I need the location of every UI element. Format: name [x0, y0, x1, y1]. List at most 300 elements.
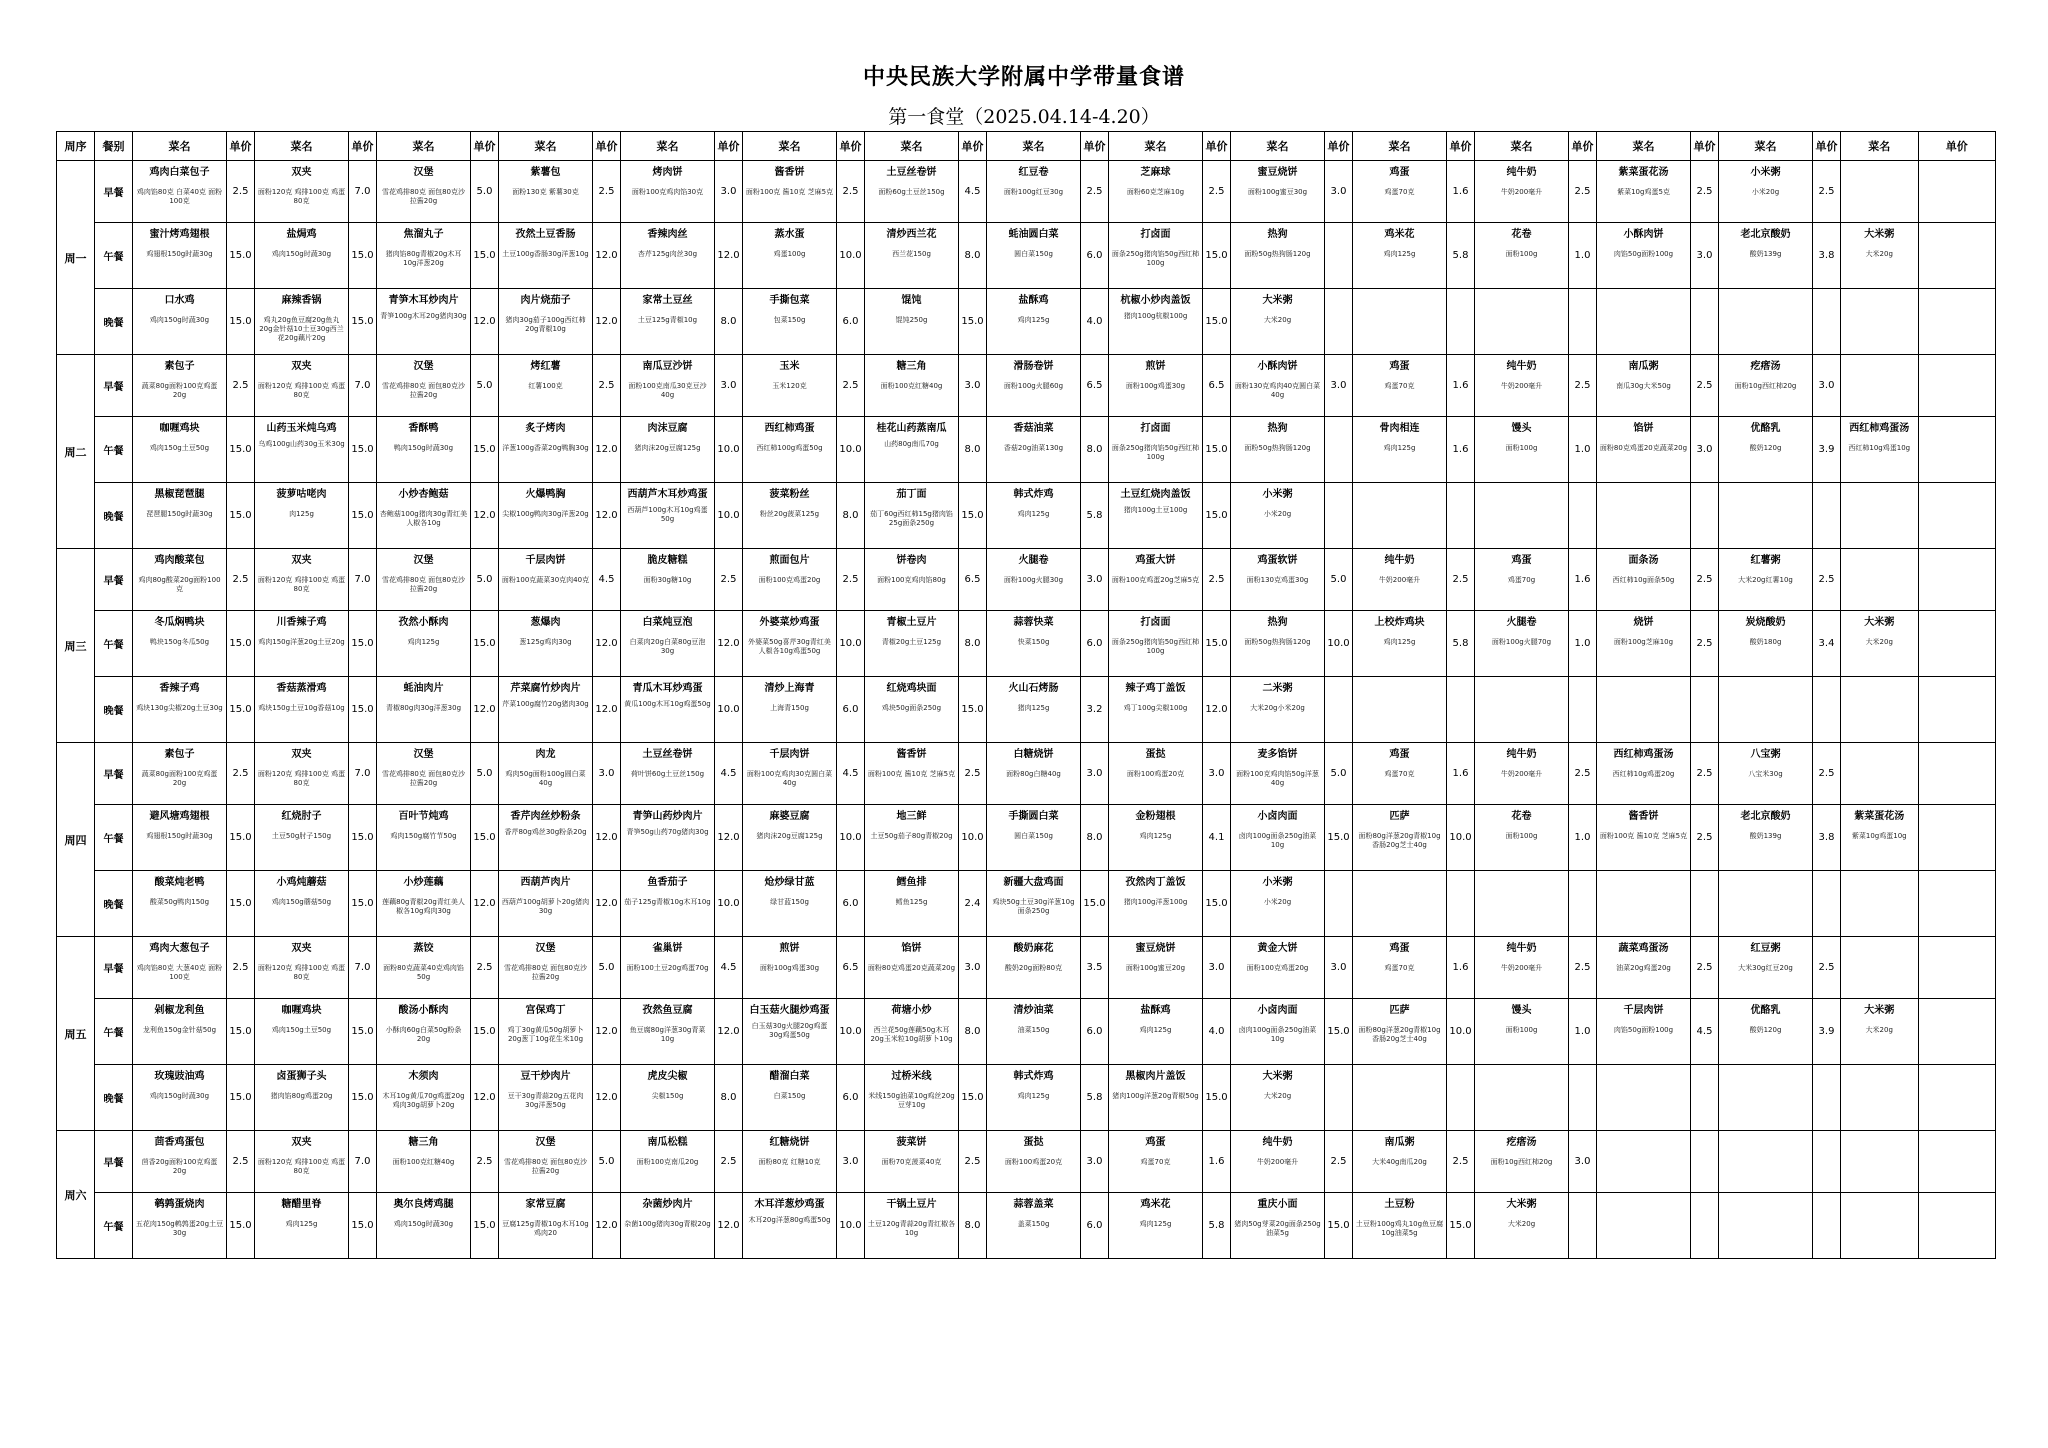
price-cell: 15.0	[1203, 417, 1231, 483]
dish-cell	[1109, 1065, 1203, 1131]
dish-name: 鸡肉大葱包子	[149, 943, 210, 954]
dish-name: 汉堡	[535, 943, 556, 954]
price-cell	[1569, 1193, 1597, 1259]
dish-cell	[621, 871, 715, 937]
dish-name: 八宝粥	[1750, 749, 1781, 760]
price-cell: 4.5	[1691, 999, 1719, 1065]
dish-cell	[499, 417, 593, 483]
dish-name: 卤蛋狮子头	[276, 1071, 327, 1082]
dish-ingredients: 鳕鱼125g	[895, 898, 928, 906]
dish-ingredients: 鸡肉125g	[1017, 1092, 1050, 1100]
dish-ingredients: 鸡肉80g酸菜20g面粉100克	[138, 576, 221, 593]
page-title: 中央民族大学附属中学带量食谱	[862, 65, 1185, 90]
dish-cell	[1475, 223, 1569, 289]
price-cell: 15.0	[227, 677, 255, 743]
dish-cell	[255, 223, 349, 289]
price-cell	[1918, 417, 1996, 483]
dish-cell	[1841, 871, 1919, 937]
dish-ingredients: 鸡丁100g尖椒100g	[1123, 704, 1188, 712]
dish-name: 肉龙	[535, 749, 556, 760]
table-row	[57, 677, 1996, 743]
dish-name: 玫瑰豉油鸡	[154, 1071, 205, 1082]
dish-cell	[255, 549, 349, 611]
dish-ingredients: 大米30g红豆20g	[1738, 964, 1793, 972]
dish-ingredients: 鱼豆腐80g洋葱30g青菜10g	[629, 1026, 706, 1043]
price-cell: 5.0	[471, 549, 499, 611]
dish-ingredients: 小米20g	[1263, 898, 1292, 906]
dish-cell	[1719, 999, 1813, 1065]
dish-cell	[255, 677, 349, 743]
dish-name: 山药玉米炖乌鸡	[266, 423, 337, 434]
dish-name: 蜜汁烤鸡翅根	[149, 229, 210, 240]
dish-name: 煎面包片	[769, 555, 810, 566]
header-dish-name: 菜名	[499, 132, 593, 161]
dish-ingredients: 紫菜10g鸡蛋10g	[1851, 832, 1907, 840]
price-cell	[1691, 1065, 1719, 1131]
dish-cell	[1109, 417, 1203, 483]
price-cell: 4.1	[1203, 805, 1231, 871]
dish-name: 紫薯包	[530, 167, 561, 178]
meal-cell: 午餐	[95, 223, 133, 289]
dish-cell	[1475, 677, 1569, 743]
price-cell: 2.5	[715, 549, 743, 611]
dish-name: 骨肉相连	[1379, 423, 1420, 434]
dish-cell	[987, 611, 1081, 677]
price-cell: 2.5	[837, 355, 865, 417]
dish-name: 鸡肉白菜包子	[149, 167, 210, 178]
price-cell: 2.5	[1569, 161, 1597, 223]
dish-name: 匹萨	[1389, 811, 1410, 822]
dish-cell	[1719, 289, 1813, 355]
dish-ingredients: 鸡块50g土豆30g洋葱10g面条250g	[992, 898, 1075, 915]
dish-ingredients: 土豆50g肘子150g	[271, 832, 332, 840]
price-cell: 12.0	[593, 1193, 621, 1259]
dish-name: 盐酥鸡	[1140, 1005, 1171, 1016]
dish-name: 火腿卷	[1018, 555, 1049, 566]
header-dish-name: 菜名	[377, 132, 471, 161]
price-cell: 15.0	[1203, 871, 1231, 937]
price-cell: 4.5	[715, 743, 743, 805]
price-cell: 15.0	[1203, 611, 1231, 677]
dish-ingredients: 面粉60克芝麻10g	[1126, 188, 1185, 196]
dish-name: 香芹肉丝炒粉条	[510, 811, 581, 822]
dish-cell	[1597, 743, 1691, 805]
dish-name: 烧饼	[1633, 617, 1654, 628]
dish-name: 鸡肉酸菜包	[154, 555, 205, 566]
price-cell: 2.5	[1813, 937, 1841, 999]
dish-cell	[1597, 611, 1691, 677]
dish-name: 辣子鸡丁盖饭	[1125, 683, 1186, 694]
dish-cell	[1841, 483, 1919, 549]
dish-name: 炝炒绿甘蓝	[764, 877, 815, 888]
dish-cell	[1109, 677, 1203, 743]
header-price: 单价	[1447, 132, 1475, 161]
price-cell: 15.0	[227, 223, 255, 289]
dish-cell	[621, 223, 715, 289]
dish-ingredients: 面粉10g西红柿20g	[1490, 1158, 1553, 1166]
price-cell: 1.6	[1447, 417, 1475, 483]
price-cell: 1.6	[1569, 549, 1597, 611]
price-cell: 3.5	[1081, 937, 1109, 999]
dish-ingredients: 鸭块150g冬瓜50g	[149, 638, 210, 646]
dish-ingredients: 面粉80g洋葱20g青椒10g香肠20g芝士40g	[1358, 1026, 1441, 1043]
header-price: 单价	[1691, 132, 1719, 161]
dish-cell	[865, 417, 959, 483]
price-cell: 2.5	[1691, 937, 1719, 999]
dish-cell	[743, 289, 837, 355]
price-cell	[1447, 871, 1475, 937]
dish-name: 花卷	[1511, 811, 1532, 822]
dish-ingredients: 雪花鸡排80克 面包80克沙拉酱20g	[503, 1158, 588, 1175]
price-cell	[1325, 223, 1353, 289]
dish-cell	[377, 355, 471, 417]
dish-ingredients: 面粉30g糖10g	[643, 576, 692, 584]
dish-cell	[621, 677, 715, 743]
dish-name: 土豆丝卷饼	[886, 167, 937, 178]
price-cell: 6.5	[837, 937, 865, 999]
dish-ingredients: 面粉100g	[1505, 250, 1538, 258]
dish-ingredients: 卤肉100g面条250g油菜10g	[1238, 1026, 1317, 1043]
dish-name: 川香辣子鸡	[276, 617, 327, 628]
price-cell: 2.5	[227, 743, 255, 805]
dish-cell	[1109, 871, 1203, 937]
dish-name: 清炒西兰花	[886, 229, 937, 240]
price-cell: 2.5	[1691, 743, 1719, 805]
dish-name: 打卤面	[1140, 423, 1171, 434]
price-cell: 2.5	[1691, 611, 1719, 677]
price-cell: 10.0	[1447, 805, 1475, 871]
dish-cell	[743, 871, 837, 937]
dish-name: 荷塘小炒	[891, 1005, 932, 1016]
price-cell	[1569, 871, 1597, 937]
price-cell: 6.0	[837, 289, 865, 355]
dish-cell	[621, 1131, 715, 1193]
dish-ingredients: 面粉100g芝麻10g	[1613, 638, 1674, 646]
price-cell	[1813, 677, 1841, 743]
price-cell: 1.0	[1569, 611, 1597, 677]
dish-cell	[1597, 289, 1691, 355]
price-cell: 10.0	[837, 805, 865, 871]
dish-ingredients: 面粉80g洋葱20g青椒10g香肠20g芝士40g	[1358, 832, 1441, 849]
price-cell: 3.8	[1813, 223, 1841, 289]
dish-name: 上校炸鸡块	[1374, 617, 1425, 628]
dish-ingredients: 面粉100克鸡肉30克圆白菜40g	[746, 770, 833, 787]
price-cell: 2.5	[959, 743, 987, 805]
price-cell: 10.0	[837, 999, 865, 1065]
price-cell: 6.0	[1081, 223, 1109, 289]
dish-name: 雀巢饼	[652, 943, 683, 954]
dish-name: 馄饨	[901, 295, 922, 306]
dish-name: 酸奶麻花	[1013, 943, 1054, 954]
price-cell: 15.0	[227, 417, 255, 483]
meal-cell: 午餐	[95, 417, 133, 483]
dish-cell	[133, 1131, 227, 1193]
dish-cell	[1597, 937, 1691, 999]
dish-ingredients: 大米20g	[1865, 250, 1893, 258]
day-cell: 周一	[57, 161, 95, 355]
dish-cell	[499, 871, 593, 937]
dish-ingredients: 青笋50g山药70g猪肉30g	[626, 828, 709, 836]
price-cell: 3.0	[715, 161, 743, 223]
price-cell: 8.0	[959, 223, 987, 289]
dish-ingredients: 米线150g油菜10g鸡丝20g豆芽10g	[868, 1092, 955, 1109]
price-cell: 8.0	[715, 1065, 743, 1131]
dish-cell	[1353, 161, 1447, 223]
price-cell: 4.0	[1203, 999, 1231, 1065]
dish-ingredients: 红薯100克	[528, 382, 563, 390]
dish-name: 地三鲜	[896, 811, 927, 822]
dish-cell	[377, 417, 471, 483]
price-cell	[1325, 483, 1353, 549]
price-cell	[1691, 871, 1719, 937]
meal-cell: 早餐	[95, 1131, 133, 1193]
dish-ingredients: 面粉100g	[1505, 832, 1538, 840]
dish-name: 素包子	[164, 749, 195, 760]
price-cell: 2.5	[1569, 937, 1597, 999]
dish-name: 纯牛奶	[1506, 167, 1537, 178]
dish-name: 老北京酸奶	[1740, 811, 1791, 822]
dish-name: 桂花山药蒸南瓜	[876, 423, 947, 434]
price-cell: 2.5	[227, 355, 255, 417]
table-row	[57, 1193, 1996, 1259]
price-cell	[1813, 289, 1841, 355]
price-cell: 10.0	[715, 871, 743, 937]
dish-cell	[1231, 1193, 1325, 1259]
dish-ingredients: 大米20g	[1865, 638, 1893, 646]
dish-name: 韩式炸鸡	[1013, 1071, 1054, 1082]
dish-ingredients: 鸡肉150g腐竹节50g	[390, 832, 457, 840]
dish-cell	[133, 677, 227, 743]
dish-name: 蒸饺	[413, 943, 434, 954]
dish-cell	[133, 549, 227, 611]
dish-name: 剁椒龙利鱼	[154, 1005, 205, 1016]
dish-name: 馅饼	[1633, 423, 1654, 434]
dish-cell	[1597, 999, 1691, 1065]
dish-cell	[133, 1193, 227, 1259]
dish-name: 杂菌炒肉片	[642, 1199, 693, 1210]
dish-cell	[1841, 549, 1919, 611]
dish-cell	[499, 937, 593, 999]
dish-name: 重庆小面	[1257, 1199, 1298, 1210]
price-cell: 8.0	[959, 417, 987, 483]
dish-ingredients: 面粉120克 鸡排100克 鸡蛋80克	[257, 576, 346, 593]
dish-cell	[133, 161, 227, 223]
dish-name: 蛋挞	[1145, 749, 1166, 760]
dish-name: 鸡蛋	[1389, 361, 1410, 372]
price-cell: 15.0	[471, 223, 499, 289]
dish-ingredients: 牛奶200毫升	[1500, 382, 1543, 390]
dish-name: 双夹	[291, 361, 312, 372]
dish-name: 蜜豆烧饼	[1135, 943, 1176, 954]
dish-cell	[1841, 1131, 1919, 1193]
header-meal: 餐别	[95, 132, 133, 161]
dish-name: 小炒杏鲍菇	[398, 489, 449, 500]
price-cell: 4.5	[593, 549, 621, 611]
price-cell: 5.8	[1081, 483, 1109, 549]
dish-cell	[1353, 611, 1447, 677]
price-cell: 3.0	[959, 355, 987, 417]
dish-cell	[499, 677, 593, 743]
dish-cell	[743, 611, 837, 677]
price-cell: 12.0	[593, 805, 621, 871]
dish-name: 双夹	[291, 943, 312, 954]
dish-ingredients: 小米20g	[1751, 188, 1780, 196]
dish-cell	[865, 871, 959, 937]
dish-ingredients: 面粉100鸡蛋20克	[1004, 1158, 1063, 1166]
dish-name: 煎饼	[779, 943, 800, 954]
table-row	[57, 1065, 1996, 1131]
dish-ingredients: 青笋100g木耳20g猪肉30g	[380, 312, 467, 320]
dish-cell	[987, 743, 1081, 805]
price-cell: 2.5	[1203, 549, 1231, 611]
header-price: 单价	[1081, 132, 1109, 161]
dish-cell	[1231, 743, 1325, 805]
price-cell: 2.5	[227, 937, 255, 999]
dish-cell	[377, 937, 471, 999]
price-cell: 12.0	[471, 677, 499, 743]
price-cell: 2.5	[1691, 161, 1719, 223]
dish-cell	[743, 743, 837, 805]
dish-ingredients: 面粉100克鸡蛋20g芝麻5克	[1111, 576, 1200, 584]
price-cell: 7.0	[349, 1131, 377, 1193]
meal-cell: 晚餐	[95, 871, 133, 937]
dish-name: 大米粥	[1262, 1071, 1293, 1082]
dish-cell	[1109, 289, 1203, 355]
dish-cell	[377, 161, 471, 223]
dish-ingredients: 面粉100克南瓜30克豆沙40g	[628, 382, 707, 399]
day-cell: 周六	[57, 1131, 95, 1259]
dish-name: 纯牛奶	[1506, 749, 1537, 760]
dish-cell	[1841, 1193, 1919, 1259]
price-cell: 10.0	[837, 417, 865, 483]
price-cell: 3.0	[1325, 355, 1353, 417]
dish-name: 肉沫豆腐	[647, 423, 688, 434]
dish-ingredients: 土豆粉100g鸡丸10g鱼豆腐10g油菜5g	[1355, 1220, 1444, 1237]
price-cell: 10.0	[837, 611, 865, 677]
price-cell: 5.8	[1447, 223, 1475, 289]
dish-ingredients: 大米20g	[1507, 1220, 1536, 1228]
dish-cell	[1475, 611, 1569, 677]
dish-ingredients: 杂菌100g猪肉30g青椒20g	[624, 1220, 711, 1228]
dish-cell	[255, 355, 349, 417]
dish-cell	[255, 1065, 349, 1131]
dish-ingredients: 鸡块130g尖椒20g土豆30g	[136, 704, 223, 712]
dish-cell	[1719, 677, 1813, 743]
dish-name: 西红柿鸡蛋	[764, 423, 815, 434]
dish-cell	[255, 805, 349, 871]
dish-name: 小卤肉面	[1257, 1005, 1298, 1016]
dish-cell	[865, 1193, 959, 1259]
header-price: 单价	[1813, 132, 1841, 161]
dish-ingredients: 乌鸡100g山药30g玉米30g	[258, 440, 345, 448]
dish-name: 西红柿鸡蛋汤	[1849, 423, 1910, 434]
dish-name: 大米粥	[1864, 617, 1895, 628]
table-row	[57, 743, 1996, 805]
dish-name: 干锅土豆片	[886, 1199, 937, 1210]
day-cell: 周三	[57, 549, 95, 743]
dish-cell	[621, 289, 715, 355]
dish-cell	[865, 289, 959, 355]
dish-name: 热狗	[1267, 423, 1288, 434]
price-cell: 1.0	[1569, 417, 1597, 483]
dish-ingredients: 绿甘蓝150g	[770, 898, 809, 906]
price-cell: 2.5	[715, 1131, 743, 1193]
dish-cell	[1719, 611, 1813, 677]
dish-cell	[1841, 355, 1919, 417]
dish-cell	[1841, 289, 1919, 355]
dish-name: 蚝油圆白菜	[1008, 229, 1059, 240]
dish-name: 热狗	[1267, 229, 1288, 240]
dish-name: 百叶节炖鸡	[398, 811, 449, 822]
dish-cell	[499, 161, 593, 223]
price-cell: 12.0	[593, 483, 621, 549]
dish-ingredients: 面粉50g热狗肠120g	[1244, 250, 1311, 258]
dish-ingredients: 鸡肉150g土豆50g	[271, 1026, 332, 1034]
dish-ingredients: 面粉100克 酱10克 芝麻5克	[867, 770, 956, 778]
dish-ingredients: 大米20g	[1865, 1026, 1893, 1034]
dish-name: 酸菜炖老鸭	[154, 877, 205, 888]
dish-cell	[865, 805, 959, 871]
price-cell	[1569, 1065, 1597, 1131]
price-cell: 12.0	[593, 417, 621, 483]
header-dish-name: 菜名	[743, 132, 837, 161]
dish-name: 菠菜饼	[896, 1137, 927, 1148]
price-cell: 3.0	[715, 355, 743, 417]
dish-cell	[865, 1131, 959, 1193]
dish-ingredients: 面条250g猪肉馅50g西红柿100g	[1111, 638, 1200, 655]
dish-name: 汉堡	[535, 1137, 556, 1148]
dish-ingredients: 圆白菜150g	[1014, 250, 1053, 258]
dish-ingredients: 面粉70克菠菜40克	[881, 1158, 942, 1166]
price-cell: 10.0	[837, 1193, 865, 1259]
dish-name: 双夹	[291, 555, 312, 566]
dish-cell	[621, 805, 715, 871]
dish-cell	[743, 549, 837, 611]
dish-cell	[1597, 805, 1691, 871]
header-day: 周序	[57, 132, 95, 161]
price-cell: 12.0	[715, 1193, 743, 1259]
price-cell	[1918, 355, 1996, 417]
table-row	[57, 611, 1996, 677]
dish-ingredients: 面粉120克 鸡排100克 鸡蛋80克	[257, 770, 346, 787]
dish-ingredients: 琵琶腿150g时蔬30g	[146, 510, 213, 518]
dish-ingredients: 八宝米30g	[1748, 770, 1783, 778]
dish-cell	[133, 483, 227, 549]
dish-name: 小卤肉面	[1257, 811, 1298, 822]
price-cell: 2.5	[1813, 743, 1841, 805]
dish-name: 韩式炸鸡	[1013, 489, 1054, 500]
header-dish-name: 菜名	[1475, 132, 1569, 161]
dish-name: 汉堡	[413, 167, 434, 178]
dish-ingredients: 粉丝20g菠菜125g	[759, 510, 820, 518]
dish-ingredients: 鸡肉125g	[1139, 832, 1172, 840]
header-dish-name: 菜名	[1597, 132, 1691, 161]
dish-name: 鸡蛋	[1389, 943, 1410, 954]
price-cell: 1.6	[1447, 743, 1475, 805]
dish-cell	[1719, 1131, 1813, 1193]
price-cell: 15.0	[349, 483, 377, 549]
dish-ingredients: 鸡蛋70g	[1507, 576, 1536, 584]
dish-cell	[865, 223, 959, 289]
dish-name: 双夹	[291, 749, 312, 760]
dish-ingredients: 鸡肉125g	[1017, 510, 1050, 518]
dish-cell	[865, 549, 959, 611]
dish-cell	[1597, 1193, 1691, 1259]
dish-cell	[1109, 161, 1203, 223]
price-cell	[1813, 1193, 1841, 1259]
table-row	[57, 805, 1996, 871]
dish-name: 纯牛奶	[1506, 943, 1537, 954]
